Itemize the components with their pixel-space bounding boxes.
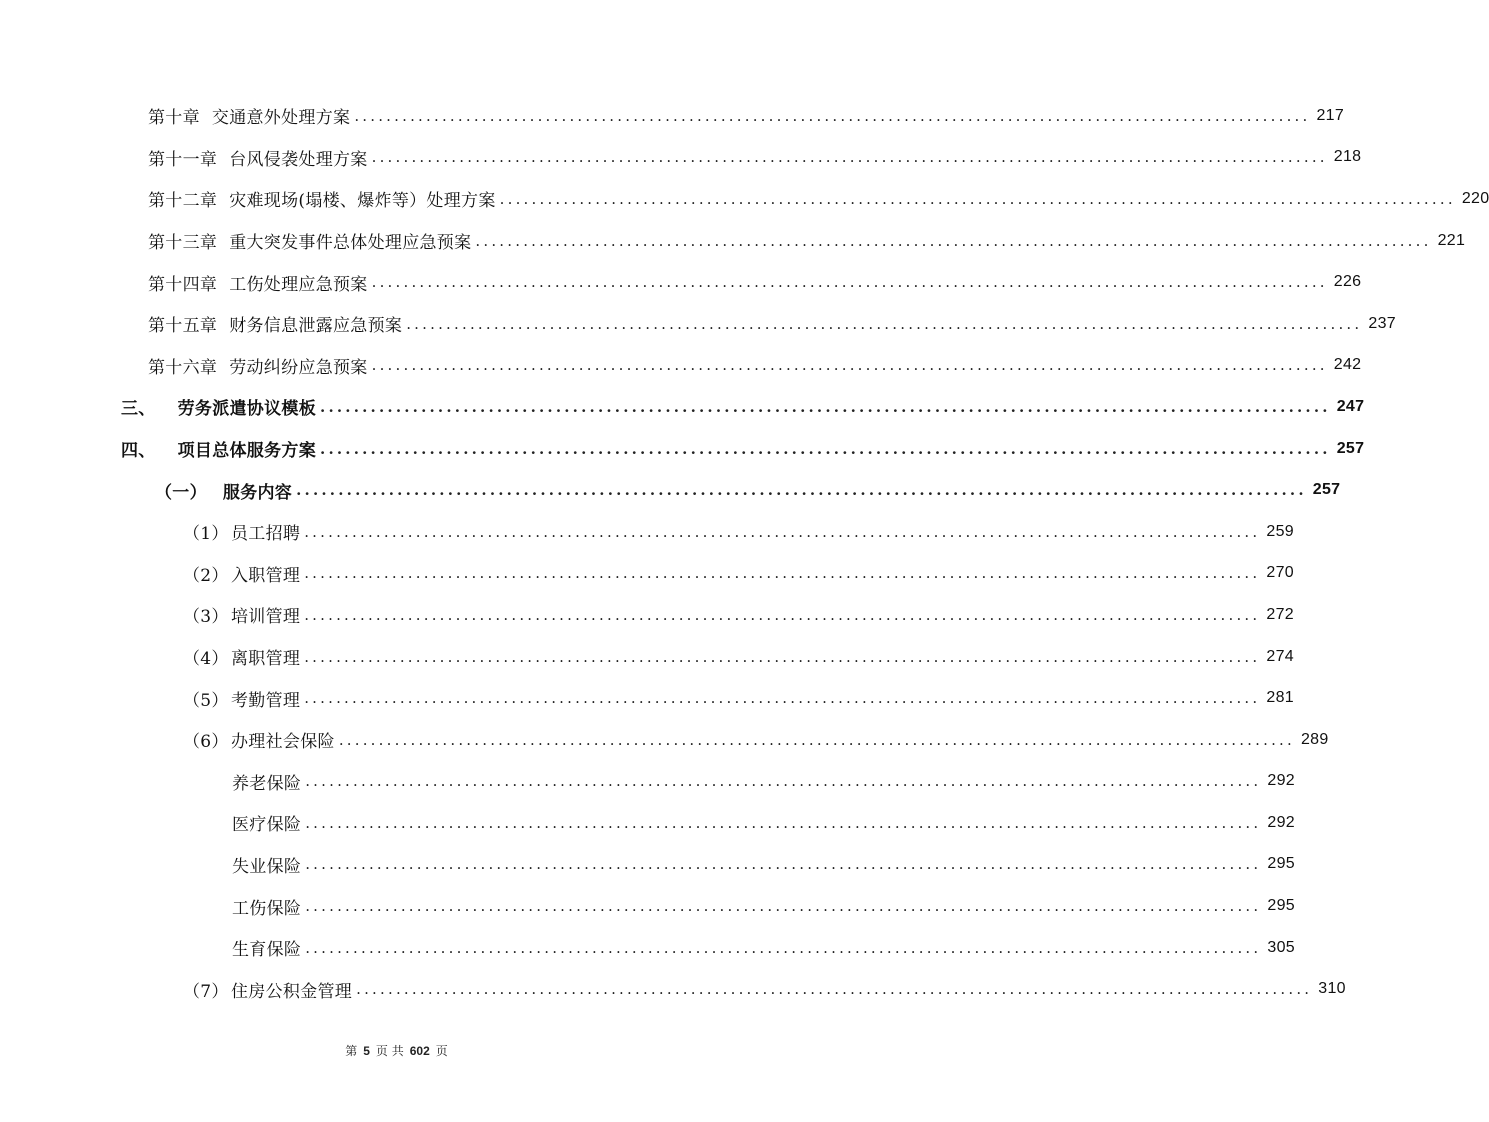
toc-entry-page-number: 292: [1267, 813, 1295, 831]
toc-entry-page-number: 295: [1267, 897, 1295, 915]
toc-entry-title: 医疗保险: [232, 815, 302, 836]
toc-leader-dots: ........................................................................................................................: [406, 314, 1363, 333]
toc-entry-number: （7）: [183, 981, 229, 1002]
toc-leader-dots: ........................................................................................................................: [305, 938, 1262, 957]
toc-entry-label: [232, 852, 301, 877]
toc-entry-title: 离职管理: [231, 649, 301, 670]
toc-leader-dots: ........................................................................................................................: [296, 481, 1307, 500]
toc-entry[interactable]: [0, 594, 1294, 636]
toc-entry-title: 考勤管理: [231, 690, 301, 711]
toc-entry-label: [232, 894, 301, 919]
page-footer: [0, 1042, 793, 1059]
toc-entry-title: 财务信息泄露应急预案: [229, 316, 403, 337]
toc-entry-number: 第十五章: [148, 316, 218, 337]
toc-entry-number: 第十一章: [148, 149, 218, 170]
toc-entry[interactable]: [0, 553, 1294, 595]
footer-suffix: 页: [435, 1044, 448, 1058]
toc-entry-label: [155, 478, 292, 503]
footer-total-pages: 602: [409, 1044, 430, 1058]
toc-entry-number: （3）: [183, 607, 229, 628]
toc-entry-page-number: 220: [1461, 189, 1489, 207]
toc-entry-title: 入职管理: [231, 565, 301, 586]
toc-leader-dots: ........................................................................................................................: [304, 689, 1261, 708]
toc-entry-title: 交通意外处理方案: [211, 108, 351, 129]
toc-entry[interactable]: [0, 844, 1295, 886]
toc-entry-page-number: 259: [1266, 522, 1294, 540]
toc-entry-page-number: 310: [1318, 980, 1346, 998]
toc-entry-number: （2）: [183, 565, 229, 586]
toc-leader-dots: ........................................................................................................................: [304, 647, 1261, 666]
toc-entry-number: （4）: [183, 649, 229, 670]
toc-entry[interactable]: [0, 636, 1294, 678]
toc-entry[interactable]: [0, 511, 1294, 553]
toc-entry[interactable]: [0, 802, 1295, 844]
toc-entry-page-number: 292: [1267, 772, 1295, 790]
toc-leader-dots: ........................................................................................................................: [371, 148, 1328, 167]
toc-leader-dots: ........................................................................................................................: [304, 605, 1261, 624]
toc-entry-page-number: 305: [1267, 938, 1295, 956]
toc-entry-title: 养老保险: [232, 773, 302, 794]
toc-entry[interactable]: [0, 220, 1466, 262]
toc-entry-label: [183, 561, 300, 586]
toc-entry-page-number: 257: [1312, 481, 1341, 499]
toc-entry-label: [183, 977, 352, 1002]
toc-entry-page-number: 247: [1336, 397, 1365, 415]
toc-entry-title: 失业保险: [232, 856, 302, 877]
toc-leader-dots: ........................................................................................................................: [475, 231, 1432, 250]
toc-entry-page-number: 242: [1333, 356, 1362, 374]
toc-entry-number: 第十三章: [148, 233, 218, 254]
toc-entry-number: 三、: [121, 399, 156, 420]
footer-prefix: 第: [345, 1044, 358, 1058]
toc-entry-page-number: 274: [1266, 647, 1294, 665]
toc-entry-label: [148, 103, 350, 128]
toc-entry[interactable]: [0, 386, 1365, 428]
toc-entry-title: 服务内容: [222, 482, 293, 503]
toc-leader-dots: ........................................................................................................................: [304, 564, 1261, 583]
toc-entry-page-number: 289: [1300, 730, 1329, 748]
toc-entry[interactable]: [0, 261, 1362, 303]
toc-entry[interactable]: [0, 178, 1489, 220]
toc-entry-label: [148, 353, 368, 378]
toc-leader-dots: ........................................................................................................................: [305, 813, 1262, 832]
toc-entry[interactable]: [0, 345, 1362, 387]
toc-entry-label: [121, 436, 316, 461]
toc-leader-dots: ........................................................................................................................: [305, 772, 1262, 791]
footer-current-page: 5: [363, 1044, 370, 1058]
toc-entry-label: [148, 228, 471, 253]
toc-entry-page-number: 217: [1316, 106, 1345, 124]
toc-entry-label: [183, 519, 300, 544]
toc-entry[interactable]: [0, 428, 1365, 470]
toc-leader-dots: ........................................................................................................................: [320, 397, 1331, 416]
toc-leader-dots: ........................................................................................................................: [338, 730, 1295, 749]
toc-leader-dots: ........................................................................................................................: [499, 189, 1456, 208]
toc-entry-title: 生育保险: [232, 940, 302, 961]
toc-entry-page-number: 257: [1336, 439, 1365, 457]
toc-leader-dots: ........................................................................................................................: [305, 897, 1262, 916]
toc-entry-title: 重大突发事件总体处理应急预案: [229, 233, 472, 254]
toc-entry-number: （6）: [183, 732, 229, 753]
toc-entry[interactable]: [0, 719, 1329, 761]
toc-entry-title: 工伤保险: [232, 898, 302, 919]
toc-entry-title: 培训管理: [231, 607, 301, 628]
toc-entry-label: [148, 145, 368, 170]
toc-entry[interactable]: [0, 677, 1294, 719]
toc-entry-label: [121, 394, 316, 419]
toc-entry-title: 劳动纠纷应急预案: [229, 357, 368, 378]
toc-entry-label: [232, 935, 301, 960]
toc-entry-label: [148, 270, 368, 295]
toc-entry-page-number: 270: [1266, 564, 1294, 582]
toc-entry-title: 灾难现场(塌楼、爆炸等）处理方案: [229, 191, 496, 212]
toc-entry-title: 员工招聘: [231, 524, 301, 545]
toc-entry-title: 住房公积金管理: [231, 981, 353, 1002]
toc-entry-page-number: 221: [1437, 231, 1466, 249]
toc-entry-label: [232, 810, 301, 835]
toc-entry-page-number: 226: [1333, 273, 1362, 291]
toc-leader-dots: ........................................................................................................................: [371, 273, 1328, 292]
toc-entry-number: 第十六章: [148, 357, 218, 378]
toc-entry-title: 劳务派遣协议模板: [177, 399, 317, 420]
toc-entry-label: [183, 727, 335, 752]
toc-leader-dots: ........................................................................................................................: [371, 356, 1328, 375]
toc-entry-page-number: 237: [1368, 314, 1396, 332]
toc-entry-title: 台风侵袭处理方案: [229, 149, 368, 170]
table-of-contents: [0, 95, 1489, 1010]
toc-entry[interactable]: [0, 761, 1295, 803]
toc-entry-label: [183, 644, 300, 669]
toc-entry-number: （5）: [183, 690, 229, 711]
toc-entry-page-number: 295: [1267, 855, 1295, 873]
toc-entry-number: （一）: [155, 482, 207, 503]
toc-entry[interactable]: [0, 885, 1295, 927]
toc-entry-title: 工伤处理应急预案: [229, 274, 368, 295]
toc-entry[interactable]: [0, 469, 1341, 511]
toc-leader-dots: ........................................................................................................................: [354, 106, 1311, 125]
toc-entry[interactable]: [0, 968, 1346, 1010]
toc-entry[interactable]: [0, 927, 1295, 969]
toc-entry-number: 第十四章: [148, 274, 218, 295]
toc-entry-page-number: 281: [1266, 689, 1294, 707]
toc-entry-page-number: 218: [1333, 148, 1362, 166]
toc-entry-label: [232, 769, 301, 794]
toc-entry-page-number: 272: [1266, 605, 1294, 623]
toc-entry[interactable]: [0, 137, 1362, 179]
toc-entry-title: 办理社会保险: [231, 732, 335, 753]
toc-leader-dots: ........................................................................................................................: [356, 980, 1313, 999]
toc-entry-number: 第十章: [148, 108, 200, 129]
toc-entry-label: [148, 311, 402, 336]
toc-entry-number: 四、: [121, 441, 156, 462]
toc-entry-number: 第十二章: [148, 191, 218, 212]
toc-entry-label: [183, 602, 300, 627]
toc-entry[interactable]: [0, 95, 1345, 137]
toc-leader-dots: ........................................................................................................................: [320, 439, 1331, 458]
toc-entry-number: （1）: [183, 524, 229, 545]
toc-leader-dots: ........................................................................................................................: [305, 855, 1262, 874]
footer-middle: 页 共: [375, 1044, 404, 1058]
toc-entry-label: [183, 686, 300, 711]
toc-entry-label: [148, 186, 496, 211]
toc-entry-title: 项目总体服务方案: [177, 441, 317, 462]
toc-entry[interactable]: [0, 303, 1396, 345]
toc-leader-dots: ........................................................................................................................: [304, 522, 1261, 541]
